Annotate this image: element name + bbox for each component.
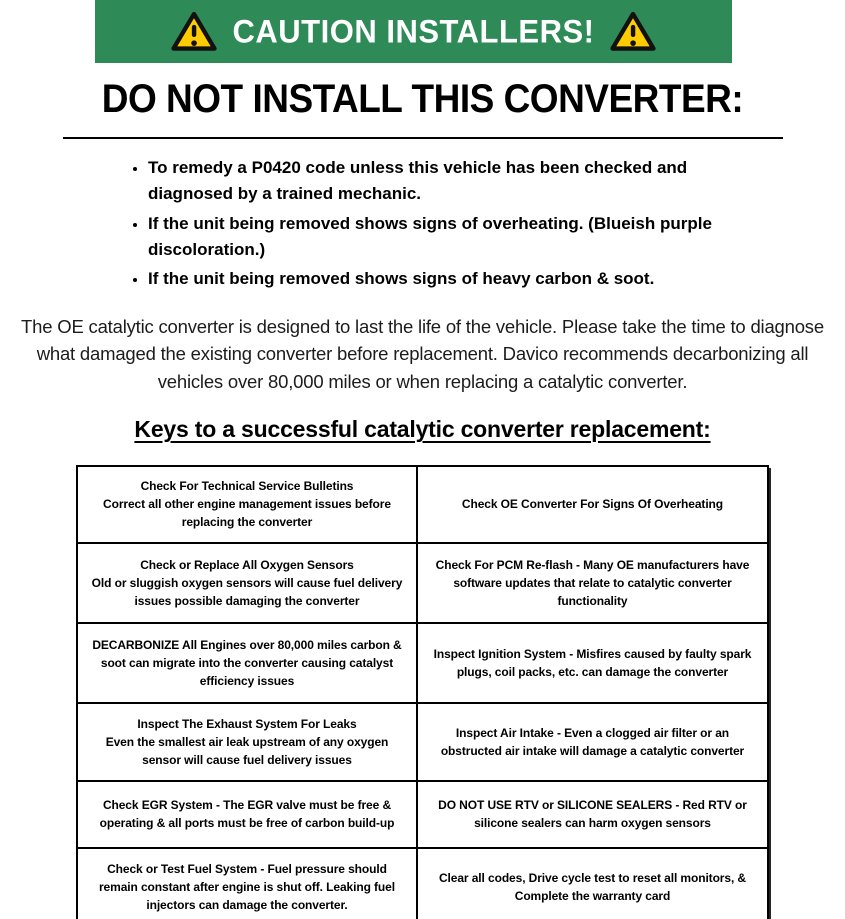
table-cell: Check or Replace All Oxygen Sensors Old or sluggish oxygen sensors will cause fuel delivery issues possible damaging the converter: [77, 543, 417, 623]
caution-banner: [95, 0, 732, 63]
table-row: [77, 543, 768, 623]
warning-bullet-list: [130, 155, 740, 293]
warning-bullet-item: • If the unit being removed shows signs of overheating. (Blueish purple discoloration.): [148, 211, 740, 264]
table-cell: DO NOT USE RTV or SILICONE SEALERS - Red RTV or silicone sealers can harm oxygen sensors: [417, 781, 768, 848]
caution-banner-title: CAUTION INSTALLERS!: [232, 12, 595, 50]
warning-triangle-icon: [610, 11, 656, 53]
table-cell: Check For PCM Re-flash - Many OE manufacturers have software updates that relate to catalytic converter functionality: [417, 543, 768, 623]
warning-triangle-icon: [171, 11, 217, 53]
keys-table: [76, 465, 769, 919]
divider-line: [63, 137, 783, 139]
table-cell: Inspect The Exhaust System For Leaks Even the smallest air leak upstream of any oxygen sensor will cause fuel delivery issues: [77, 703, 417, 781]
table-cell: Check EGR System - The EGR valve must be free & operating & all ports must be free of carbon build-up: [77, 781, 417, 848]
keys-section-heading: Keys to a successful catalytic converter replacement:: [134, 415, 711, 442]
table-cell: DECARBONIZE All Engines over 80,000 miles carbon & soot can migrate into the converter causing catalyst efficiency issues: [77, 623, 417, 703]
intro-paragraph: The OE catalytic converter is designed to last the life of the vehicle. Please take the time to diagnose what damaged the existing converter before replacement. Davico recommends decarbonizing all vehicles over 80,000 miles or when replacing a catalytic converter.: [21, 315, 824, 393]
warning-bullet-item: • If the unit being removed shows signs of heavy carbon & soot.: [148, 266, 740, 292]
table-cell: Check For Technical Service Bulletins Correct all other engine management issues before replacing the converter: [77, 466, 417, 543]
table-cell: Check or Test Fuel System - Fuel pressure should remain constant after engine is shut off. Leaking fuel injectors can damage the converter.: [77, 848, 417, 919]
table-row: [77, 623, 768, 703]
table-row: [77, 781, 768, 848]
table-cell: Check OE Converter For Signs Of Overheating: [417, 466, 768, 543]
warning-bullet-item: • To remedy a P0420 code unless this vehicle has been checked and diagnosed by a trained mechanic.: [148, 155, 740, 208]
table-cell: Inspect Ignition System - Misfires caused by faulty spark plugs, coil packs, etc. can damage the converter: [417, 623, 768, 703]
table-cell: Inspect Air Intake - Even a clogged air filter or an obstructed air intake will damage a catalytic converter: [417, 703, 768, 781]
table-row: [77, 466, 768, 543]
page-title: DO NOT INSTALL THIS CONVERTER:: [101, 76, 744, 121]
table-cell: Clear all codes, Drive cycle test to reset all monitors, & Complete the warranty card: [417, 848, 768, 919]
table-row: [77, 703, 768, 781]
table-row: [77, 848, 768, 919]
